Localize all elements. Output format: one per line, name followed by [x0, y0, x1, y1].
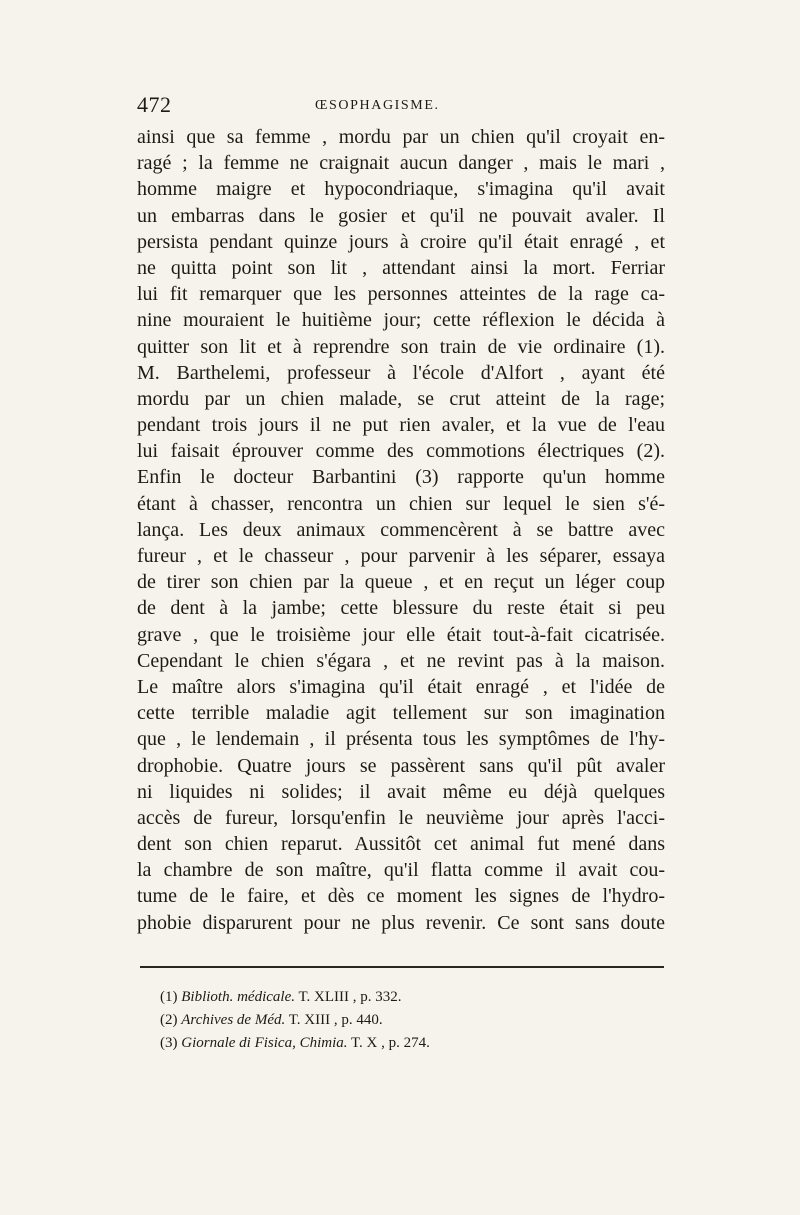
text-line: mordu par un chien malade, se crut atteint de la rage;: [137, 387, 665, 410]
footnote-3: [160, 1032, 640, 1055]
text-line: ne quitta point son lit , attendant ainsi la mort. Ferriar: [137, 256, 665, 279]
footnote-1: [160, 986, 640, 1009]
text-line: lui fit remarquer que les personnes atteintes de la rage ca-: [137, 283, 665, 306]
footnote-reference: T. XLIII , p. 332.: [298, 989, 402, 1005]
footnote-source-title: Biblioth. médicale.: [181, 989, 295, 1005]
footnote-mark: (1): [160, 989, 178, 1005]
text-line: la chambre de son maître, qu'il flatta comme il avait cou-: [137, 859, 665, 882]
text-line: nine mouraient le huitième jour; cette réflexion le décida à: [137, 309, 665, 332]
footnote-source-title: Archives de Méd.: [181, 1012, 286, 1028]
text-line: accès de fureur, lorsqu'enfin le neuvième jour après l'acci-: [137, 806, 665, 829]
text-line: ragé ; la femme ne craignait aucun danger , mais le mari ,: [137, 152, 665, 175]
text-line: drophobie. Quatre jours se passèrent sans qu'il pût avaler: [137, 754, 665, 777]
text-line: Cependant le chien s'égara , et ne revint pas à la maison.: [137, 649, 665, 672]
footnotes: [160, 986, 640, 1055]
page-number: 472: [137, 92, 172, 117]
text-line: grave , que le troisième jour elle était tout-à-fait cicatrisée.: [137, 623, 665, 646]
text-line: homme maigre et hypocondriaque, s'imagina qu'il avait: [137, 178, 665, 201]
footnote-reference: T. X , p. 274.: [350, 1035, 430, 1051]
text-line: ni liquides ni solides; il avait même eu déjà quelques: [137, 780, 665, 803]
text-line: Enfin le docteur Barbantini (3) rapporte qu'un homme: [137, 466, 665, 489]
footnote-2: [160, 1009, 640, 1032]
body-text: [137, 124, 665, 962]
text-line: M. Barthelemi, professeur à l'école d'Alfort , ayant été: [137, 361, 665, 384]
text-line: lui faisait éprouver comme des commotions électriques (2).: [137, 440, 665, 463]
page-header: [137, 92, 665, 122]
text-line: phobie disparurent pour ne plus revenir. Ce sont sans doute: [137, 911, 665, 934]
text-line: dent son chien reparut. Aussitôt cet animal fut mené dans: [137, 833, 665, 856]
text-line: Le maître alors s'imagina qu'il était enragé , et l'idée de: [137, 675, 665, 698]
text-line: que , le lendemain , il présenta tous les symptômes de l'hy-: [137, 728, 665, 751]
footnote-reference: T. XIII , p. 440.: [288, 1012, 383, 1028]
text-line: ainsi que sa femme , mordu par un chien qu'il croyait en-: [137, 126, 665, 148]
footnote-rule: [140, 966, 664, 968]
footnote-source-title: Giornale di Fisica, Chimia.: [181, 1035, 348, 1051]
text-line: de tirer son chien par la queue , et en reçut un léger coup: [137, 571, 665, 594]
running-head: ŒSOPHAGISME.: [315, 98, 440, 113]
text-line: de dent à la jambe; cette blessure du reste était si peu: [137, 597, 665, 620]
text-line: persista pendant quinze jours à croire qu'il était enragé , et: [137, 230, 665, 253]
text-line: un embarras dans le gosier et qu'il ne pouvait avaler. Il: [137, 204, 665, 227]
text-line: cette terrible maladie agit tellement sur son imagination: [137, 702, 665, 725]
text-line: fureur , et le chasseur , pour parvenir à les séparer, essaya: [137, 545, 665, 567]
text-line: pendant trois jours il ne put rien avaler, et la vue de l'eau: [137, 414, 665, 437]
text-line: quitter son lit et à reprendre son train de vie ordinaire (1).: [137, 335, 665, 358]
text-line: étant à chasser, rencontra un chien sur lequel le sien s'é-: [137, 492, 665, 515]
footnote-mark: (2): [160, 1012, 178, 1028]
footnote-mark: (3): [160, 1035, 178, 1051]
text-line: lança. Les deux animaux commencèrent à se battre avec: [137, 518, 665, 541]
text-line: tume de le faire, et dès ce moment les signes de l'hydro-: [137, 885, 665, 908]
